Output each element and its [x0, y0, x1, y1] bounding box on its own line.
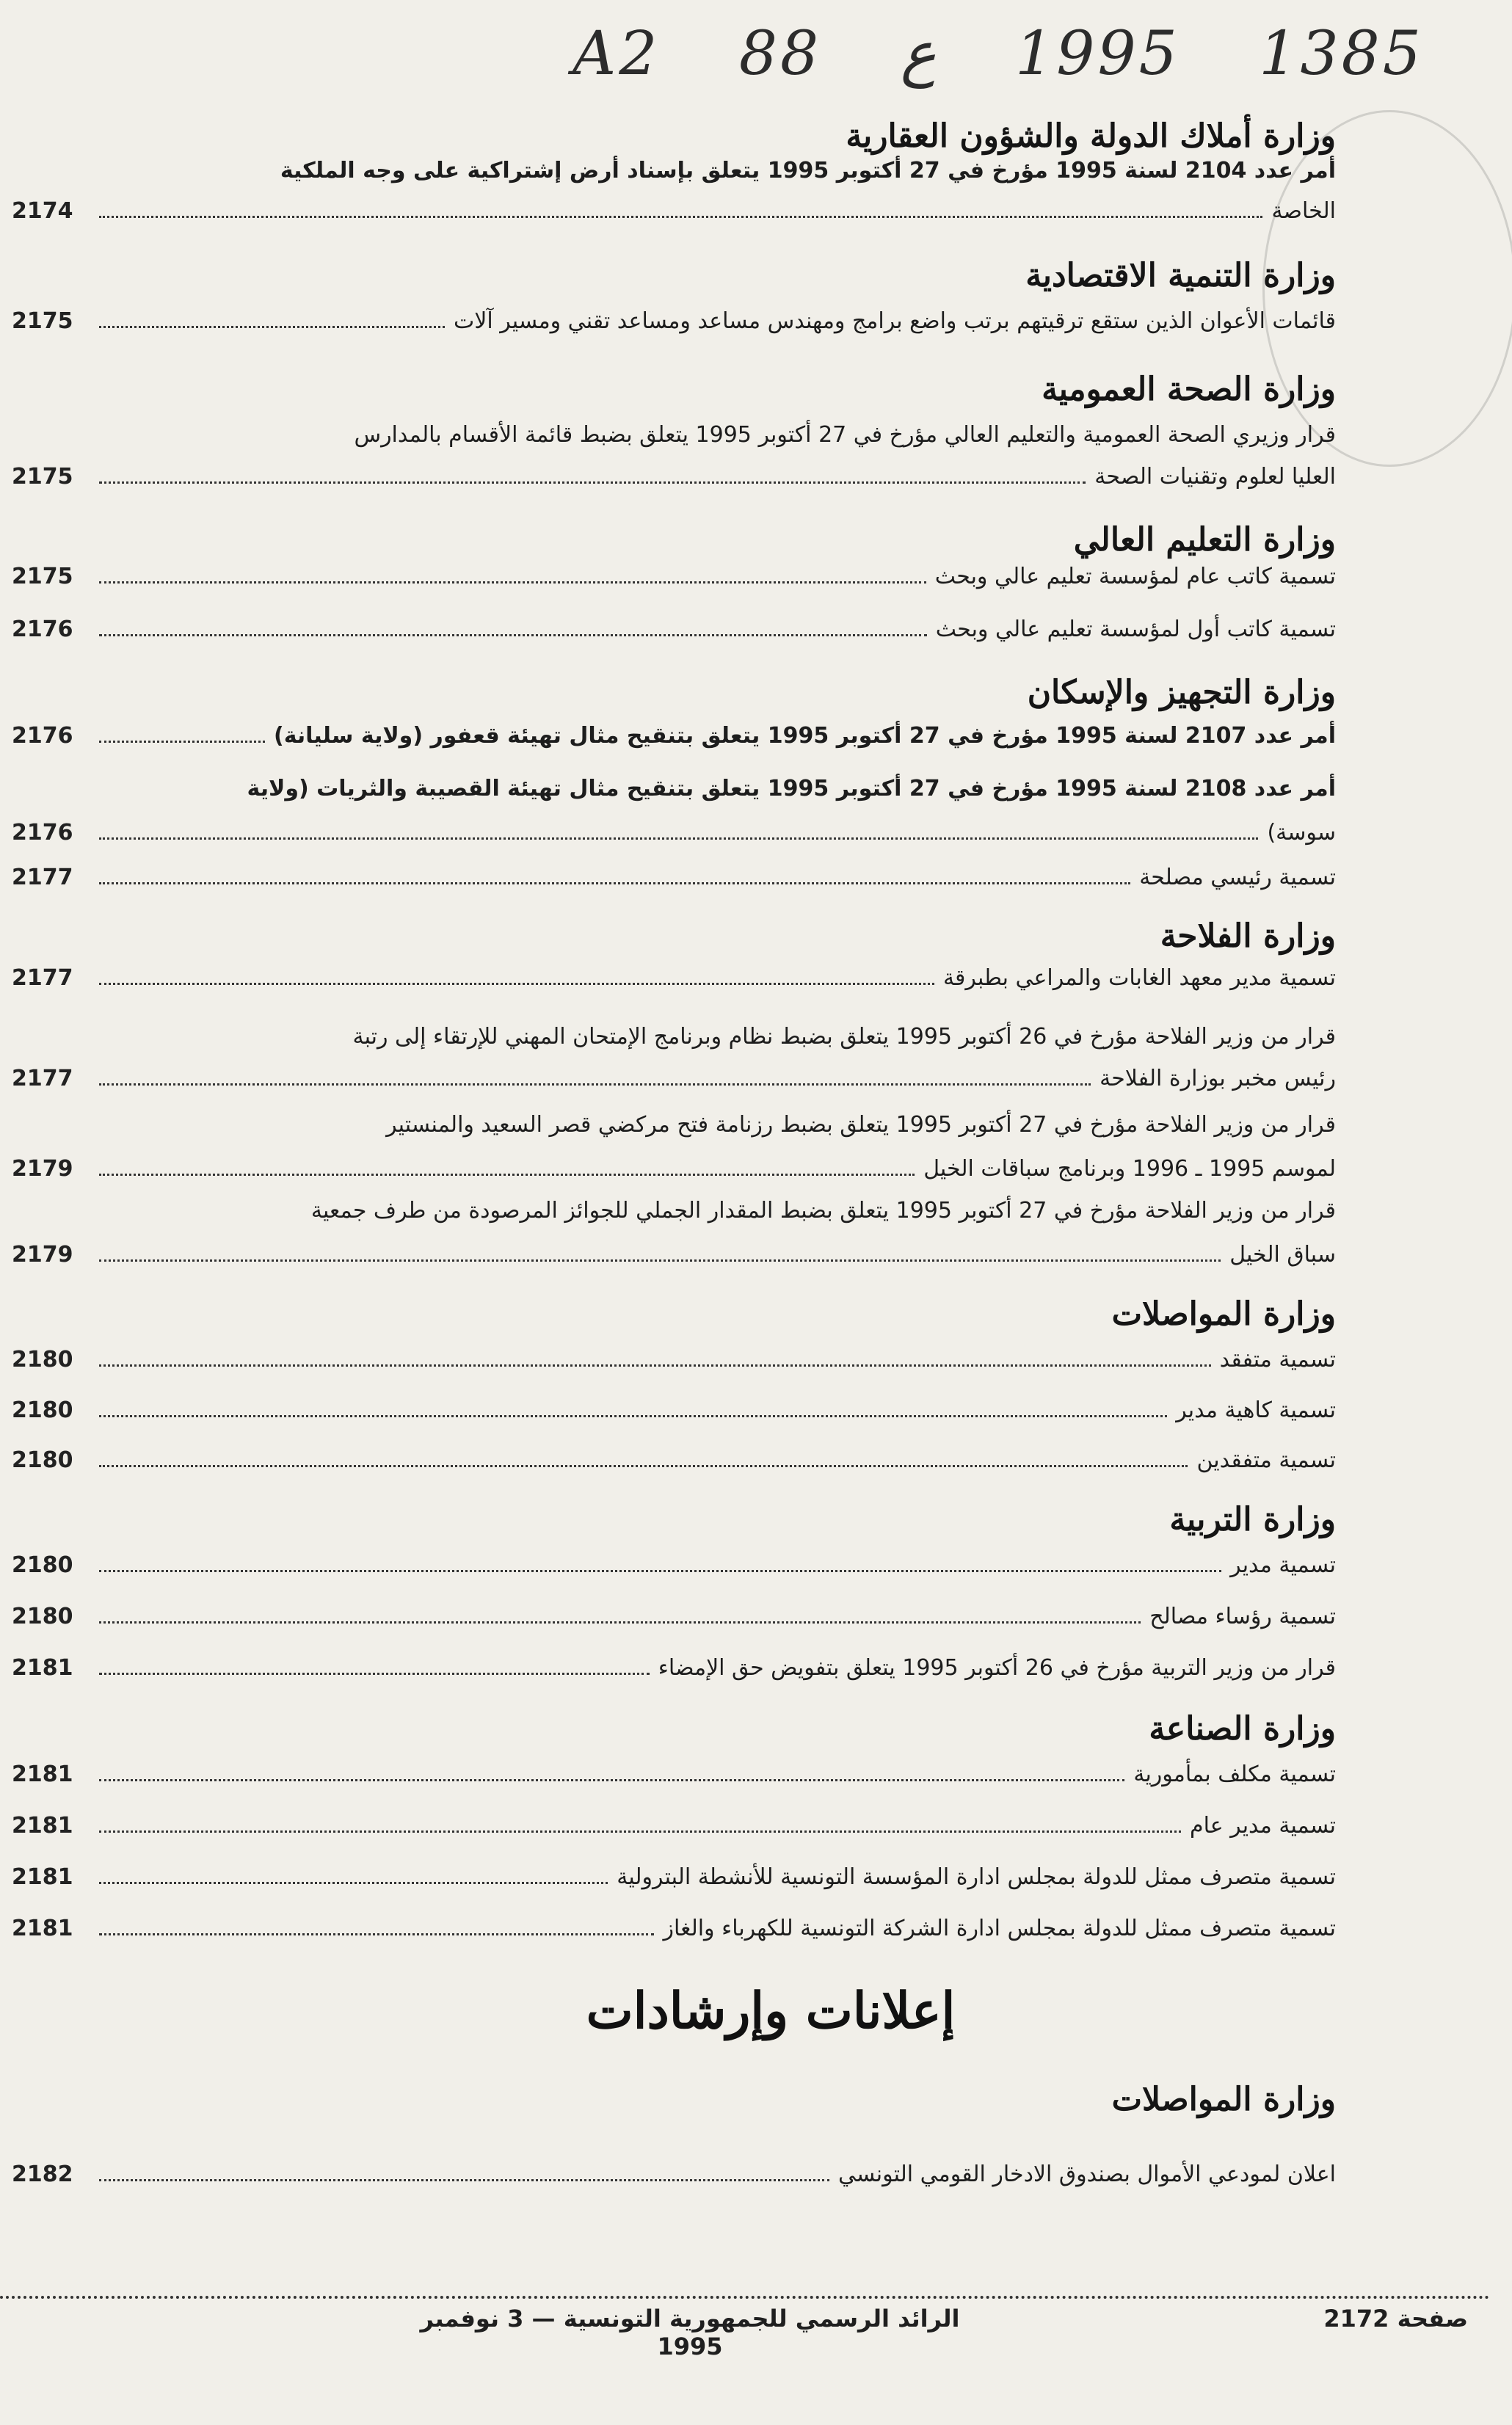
toc-entry-line	[0, 1552, 1512, 1582]
entry-page-number: 2177	[12, 865, 73, 890]
toc-entry-line	[0, 1198, 1512, 1227]
section-heading: وزارة المواصلات	[1111, 1295, 1336, 1333]
entry-page-number: 2179	[12, 1242, 73, 1268]
section-heading: وزارة الصناعة	[1149, 1710, 1336, 1748]
toc-entry-line	[0, 1112, 1512, 1141]
entry-title: تسمية رؤساء مصالح	[1149, 1604, 1336, 1629]
dot-leader	[99, 837, 1258, 840]
entry-title: تسمية مدير	[1230, 1552, 1336, 1578]
entry-page-number: 2180	[12, 1552, 73, 1578]
section-heading: وزارة التجهيز والإسكان	[1027, 674, 1336, 711]
toc-entry-line	[0, 820, 1512, 849]
toc-entry-line	[0, 723, 1512, 752]
toc-entry-line	[0, 1242, 1512, 1271]
entry-title: تسمية كاهية مدير	[1176, 1397, 1336, 1423]
entry-title: أمر عدد 2104 لسنة 1995 مؤرخ في 27 أكتوبر 1995 يتعلق بإسناد أرض إشتراكية على وجه الملكية	[280, 158, 1336, 183]
toc-entry-line	[0, 1024, 1512, 1053]
hand-ref-a2: A2	[573, 18, 661, 89]
entry-title: تسمية كاتب أول لمؤسسة تعليم عالي وبحث	[935, 617, 1336, 642]
dot-leader	[99, 634, 927, 636]
entry-title: قائمات الأعوان الذين ستقع ترقيتهم برتب واضع برامج ومهندس مساعد ومساعد تقني ومسير آلات	[454, 308, 1336, 334]
entry-title: سوسة)	[1267, 820, 1336, 846]
toc-entry-line	[0, 1813, 1512, 1842]
dot-leader	[99, 1830, 1181, 1833]
entry-title: أمر عدد 2107 لسنة 1995 مؤرخ في 27 أكتوبر 1995 يتعلق بتنقيح مثال تهيئة قعفور (ولاية سليانة)	[274, 723, 1336, 749]
entry-title: قرار من وزير الفلاحة مؤرخ في 26 أكتوبر 1995 يتعلق بضبط نظام وبرنامج الإمتحان المهني للإرتقاء إلى رتبة	[352, 1024, 1336, 1050]
dot-leader	[99, 1259, 1221, 1262]
toc-entry-line	[0, 1397, 1512, 1427]
dot-leader	[99, 1465, 1188, 1467]
dot-leader	[99, 1570, 1221, 1572]
toc-entry-line	[0, 1655, 1512, 1684]
dot-leader	[99, 1621, 1141, 1624]
toc-entry-line	[0, 564, 1512, 593]
section-heading: وزارة المواصلات	[1111, 2081, 1336, 2118]
entry-title: تسمية متفقد	[1219, 1347, 1336, 1373]
toc-entry-line	[0, 1762, 1512, 1791]
toc-entry-line	[0, 1347, 1512, 1376]
entry-title: لموسم 1995 ـ 1996 وبرنامج سباقات الخيل	[923, 1156, 1336, 1182]
entry-title: قرار من وزير الفلاحة مؤرخ في 27 أكتوبر 1995 يتعلق بضبط رزنامة فتح مركضي قصر السعيد والمنستير	[386, 1112, 1336, 1138]
entry-title: تسمية مدير معهد الغابات والمراعي بطبرقة	[942, 965, 1336, 991]
hand-ref-year: 1995	[1015, 18, 1180, 89]
entry-title: قرار وزيري الصحة العمومية والتعليم العالي مؤرخ في 27 أكتوبر 1995 يتعلق بضبط قائمة الأقسام بالمدارس	[354, 422, 1336, 448]
toc-entry-line	[0, 198, 1512, 228]
entry-page-number: 2180	[12, 1447, 73, 1473]
entry-page-number: 2176	[12, 820, 73, 846]
entry-page-number: 2180	[12, 1604, 73, 1629]
hand-ref-letter: ع	[900, 18, 937, 89]
hand-ref-number: 1385	[1259, 18, 1424, 89]
toc-entry-line	[0, 865, 1512, 894]
toc-entry-line	[0, 1604, 1512, 1633]
dot-leader	[99, 1779, 1124, 1781]
entry-title: تسمية مكلف بمأمورية	[1133, 1762, 1336, 1787]
section-heading: وزارة الصحة العمومية	[1042, 371, 1336, 408]
dot-leader	[99, 1174, 915, 1176]
entry-title: أمر عدد 2108 لسنة 1995 مؤرخ في 27 أكتوبر 1995 يتعلق بتنقيح مثال تهيئة القصيبة والثريات (ولاية	[247, 776, 1336, 801]
toc-entry-line	[0, 1066, 1512, 1095]
page-footer	[0, 2305, 1512, 2360]
dot-leader	[99, 1673, 650, 1675]
toc-entry-line	[0, 422, 1512, 451]
dot-leader	[99, 216, 1262, 218]
toc-entry-line	[0, 1156, 1512, 1185]
entry-page-number: 2179	[12, 1156, 73, 1182]
dot-leader	[99, 1882, 608, 1884]
toc-entry-line	[0, 1864, 1512, 1894]
entry-title: قرار من وزير التربية مؤرخ في 26 أكتوبر 1995 يتعلق بتفويض حق الإمضاء	[658, 1655, 1336, 1681]
toc-entry-line	[0, 2162, 1512, 2191]
section-heading: وزارة الفلاحة	[1160, 917, 1336, 955]
toc-entry-line	[0, 965, 1512, 995]
toc-entry-line	[0, 776, 1512, 805]
entry-title: اعلان لمودعي الأموال بصندوق الادخار القومي التونسي	[837, 2162, 1336, 2187]
entry-title: تسمية مدير عام	[1190, 1813, 1336, 1839]
footer-divider	[0, 2296, 1490, 2299]
dot-leader	[99, 581, 926, 583]
dot-leader	[99, 1933, 654, 1935]
entry-title: تسمية متصرف ممثل للدولة بمجلس ادارة المؤسسة التونسية للأنشطة البترولية	[617, 1864, 1336, 1890]
entry-page-number: 2175	[12, 308, 73, 334]
footer-page-number: صفحة 2172	[1323, 2305, 1468, 2333]
entry-page-number: 2181	[12, 1916, 73, 1941]
entry-page-number: 2177	[12, 1066, 73, 1091]
entry-page-number: 2181	[12, 1762, 73, 1787]
entry-title: رئيس مخبر بوزارة الفلاحة	[1100, 1066, 1336, 1091]
toc-entry-line	[0, 308, 1512, 338]
dot-leader	[99, 1415, 1167, 1417]
entry-page-number: 2181	[12, 1813, 73, 1839]
section-heading: وزارة التربية	[1169, 1501, 1336, 1538]
dot-leader	[99, 2179, 829, 2181]
entry-page-number: 2180	[12, 1347, 73, 1373]
entry-title: قرار من وزير الفلاحة مؤرخ في 27 أكتوبر 1995 يتعلق بضبط المقدار الجملي للجوائز المرصودة من طرف جمعية	[310, 1198, 1336, 1224]
entry-page-number: 2180	[12, 1397, 73, 1423]
entry-title: الخاصة	[1271, 198, 1336, 224]
entry-page-number: 2175	[12, 564, 73, 589]
dot-leader	[99, 326, 445, 328]
footer-publication: الرائد الرسمي للجمهورية التونسية — 3 نوفمبر 1995	[420, 2305, 960, 2360]
hand-ref-88: 88	[738, 18, 822, 89]
entry-page-number: 2176	[12, 723, 73, 749]
entry-page-number: 2182	[12, 2162, 73, 2187]
entry-title: سباق الخيل	[1229, 1242, 1336, 1268]
entry-page-number: 2181	[12, 1655, 73, 1681]
entry-title: تسمية رئيسي مصلحة	[1139, 865, 1336, 890]
entry-title: العليا لعلوم وتقنيات الصحة	[1094, 464, 1336, 490]
section-heading: وزارة التنمية الاقتصادية	[1025, 257, 1336, 294]
dot-leader	[99, 1364, 1211, 1367]
dot-leader	[99, 741, 265, 743]
announcements-title: إعلانات وإرشادات	[586, 1982, 956, 2040]
dot-leader	[99, 1083, 1091, 1086]
entry-title: تسمية متفقدين	[1196, 1447, 1336, 1473]
toc-entry-line	[0, 464, 1512, 493]
section-heading: وزارة التعليم العالي	[1073, 521, 1336, 559]
toc-entry-line	[0, 158, 1512, 187]
entry-page-number: 2181	[12, 1864, 73, 1890]
handwritten-annotation	[573, 13, 1424, 94]
entry-page-number: 2176	[12, 617, 73, 642]
entry-title: تسمية كاتب عام لمؤسسة تعليم عالي وبحث	[934, 564, 1336, 589]
toc-entry-line	[0, 1447, 1512, 1477]
toc-entry-line	[0, 1916, 1512, 1945]
toc-entry-line	[0, 617, 1512, 646]
entry-page-number: 2175	[12, 464, 73, 490]
dot-leader	[99, 882, 1130, 884]
dot-leader	[99, 983, 934, 985]
entry-page-number: 2177	[12, 965, 73, 991]
entry-page-number: 2174	[12, 198, 73, 224]
entry-title: تسمية متصرف ممثل للدولة بمجلس ادارة الشركة التونسية للكهرباء والغاز	[663, 1916, 1336, 1941]
section-heading: وزارة أملاك الدولة والشؤون العقارية	[846, 117, 1336, 155]
dot-leader	[99, 481, 1086, 484]
